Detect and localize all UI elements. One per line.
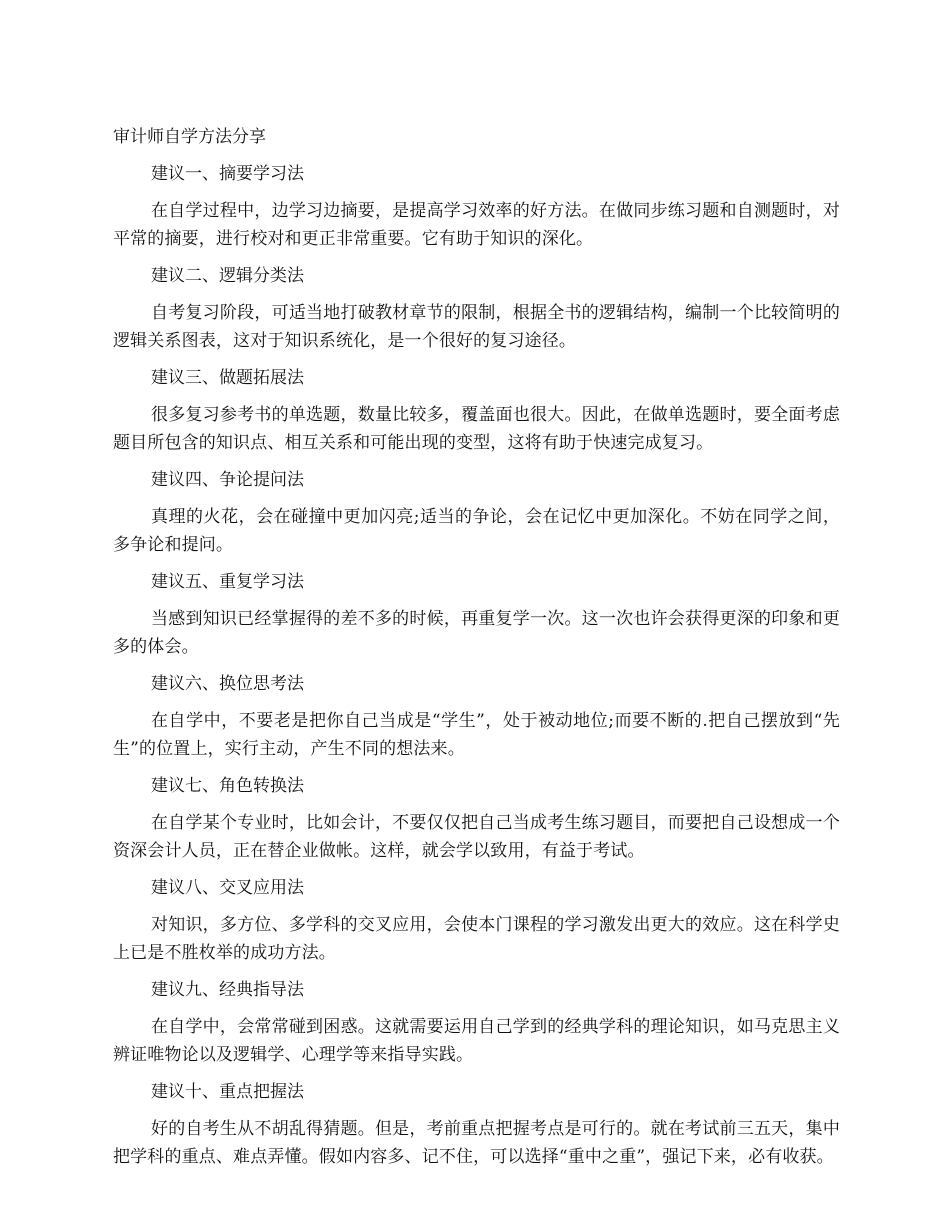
section-heading: 建议十、重点把握法 (151, 1082, 304, 1102)
section-heading: 建议九、经典指导法 (151, 980, 304, 1000)
section-4 (113, 466, 840, 559)
section-3 (113, 364, 840, 457)
section-heading: 建议三、做题拓展法 (151, 368, 304, 388)
section-paragraph: 在自学过程中，边学习边摘要，是提高学习效率的好方法。在做同步练习题和自测题时，对平常的摘要，进行校对和更正非常重要。它有助于知识的深化。 (113, 201, 840, 249)
section-5 (113, 568, 840, 661)
section-paragraph: 在自学某个专业时，比如会计，不要仅仅把自己当成考生练习题目，而要把自己设想成一个资深会计人员，正在替企业做帐。这样，就会学以致用，有益于考试。 (113, 813, 840, 861)
section-6 (113, 670, 840, 763)
section-paragraph: 很多复习参考书的单选题，数量比较多，覆盖面也很大。因此，在做单选题时，要全面考虑题目所包含的知识点、相互关系和可能出现的变型，这将有助于快速完成复习。 (113, 405, 840, 453)
section-2 (113, 262, 840, 355)
section-heading: 建议六、换位思考法 (151, 674, 304, 694)
document-title: 审计师自学方法分享 (113, 127, 266, 147)
section-heading: 建议五、重复学习法 (151, 572, 304, 592)
section-paragraph: 好的自考生从不胡乱得猜题。但是，考前重点把握考点是可行的。就在考试前三五天，集中把学科的重点、难点弄懂。假如内容多、记不住，可以选择“重中之重”，强记下来，必有收获。 (113, 1119, 840, 1167)
section-paragraph: 真理的火花，会在碰撞中更加闪亮;适当的争论，会在记忆中更加深化。不妨在同学之间，多争论和提问。 (113, 507, 840, 555)
section-paragraph: 在自学中，不要老是把你自己当成是“学生”，处于被动地位;而要不断的.把自己摆放到“先生”的位置上，实行主动，产生不同的想法来。 (113, 711, 840, 759)
section-7 (113, 772, 840, 865)
section-heading: 建议四、争论提问法 (151, 470, 304, 490)
section-heading: 建议二、逻辑分类法 (151, 266, 304, 286)
section-heading: 建议七、角色转换法 (151, 776, 304, 796)
section-8 (113, 874, 840, 967)
section-heading: 建议八、交叉应用法 (151, 878, 304, 898)
section-paragraph: 对知识，多方位、多学科的交叉应用，会使本门课程的学习激发出更大的效应。这在科学史上已是不胜枚举的成功方法。 (113, 915, 840, 963)
section-heading: 建议一、摘要学习法 (151, 164, 304, 184)
section-1 (113, 160, 840, 253)
section-9 (113, 976, 840, 1069)
section-paragraph: 当感到知识已经掌握得的差不多的时候，再重复学一次。这一次也许会获得更深的印象和更多的体会。 (113, 609, 840, 657)
section-10 (113, 1078, 840, 1171)
section-paragraph: 自考复习阶段，可适当地打破教材章节的限制，根据全书的逻辑结构，编制一个比较简明的逻辑关系图表，这对于知识系统化，是一个很好的复习途径。 (113, 303, 840, 351)
section-paragraph: 在自学中，会常常碰到困惑。这就需要运用自己学到的经典学科的理论知识，如马克思主义辨证唯物论以及逻辑学、心理学等来指导实践。 (113, 1017, 840, 1065)
document-page (113, 123, 840, 1180)
